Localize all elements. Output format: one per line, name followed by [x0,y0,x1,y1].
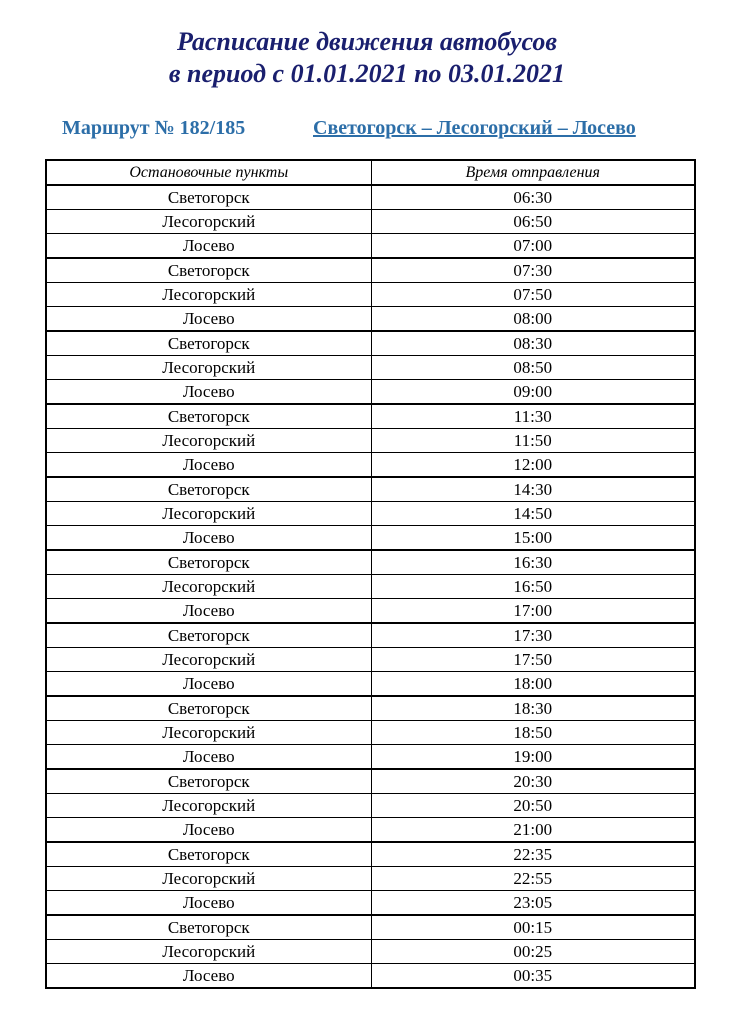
stop-name-cell: Лосево [46,453,371,478]
departure-time-cell: 14:50 [371,502,695,526]
stop-name-cell: Лесогорский [46,502,371,526]
stop-name-cell: Лосево [46,234,371,259]
stop-name-cell: Лесогорский [46,283,371,307]
route-number-label: Маршрут № 182/185 [62,117,246,139]
table-row [46,477,695,502]
departure-time-cell: 18:50 [371,721,695,745]
table-row [46,185,695,210]
table-row [46,842,695,867]
departure-time-cell: 14:30 [371,477,695,502]
departure-time-cell: 19:00 [371,745,695,770]
table-row [46,526,695,551]
table-row [46,404,695,429]
route-name-link[interactable]: Светогорск – Лесогорский – Лосево [313,117,636,139]
stop-name-cell: Светогорск [46,550,371,575]
page-title: Расписание движения автобусов [176,27,558,56]
departure-time-cell: 00:15 [371,915,695,940]
column-header-departure: Время отправления [371,160,695,185]
stop-name-cell: Светогорск [46,477,371,502]
table-row [46,891,695,916]
stop-name-cell: Лесогорский [46,648,371,672]
departure-time-cell: 22:55 [371,867,695,891]
departure-time-cell: 17:30 [371,623,695,648]
departure-time-cell: 12:00 [371,453,695,478]
departure-time-cell: 08:30 [371,331,695,356]
stop-name-cell: Светогорск [46,331,371,356]
departure-time-cell: 16:50 [371,575,695,599]
departure-time-cell: 08:50 [371,356,695,380]
departure-time-cell: 07:00 [371,234,695,259]
departure-time-cell: 07:30 [371,258,695,283]
table-row [46,502,695,526]
stop-name-cell: Светогорск [46,769,371,794]
table-row [46,818,695,843]
stop-name-cell: Лосево [46,672,371,697]
departure-time-cell: 11:30 [371,404,695,429]
table-row [46,550,695,575]
stop-name-cell: Лесогорский [46,429,371,453]
table-row [46,380,695,405]
departure-time-cell: 18:00 [371,672,695,697]
stop-name-cell: Лосево [46,380,371,405]
table-row [46,623,695,648]
stop-name-cell: Лосево [46,745,371,770]
stop-name-cell: Лосево [46,599,371,624]
table-row [46,331,695,356]
stop-name-cell: Лосево [46,964,371,989]
schedule-body [46,185,695,988]
departure-time-cell: 22:35 [371,842,695,867]
table-row [46,915,695,940]
stop-name-cell: Лесогорский [46,721,371,745]
departure-time-cell: 18:30 [371,696,695,721]
table-row [46,648,695,672]
stop-name-cell: Светогорск [46,623,371,648]
stop-name-cell: Светогорск [46,696,371,721]
stop-name-cell: Светогорск [46,258,371,283]
departure-time-cell: 21:00 [371,818,695,843]
table-row [46,867,695,891]
stop-name-cell: Лосево [46,307,371,332]
departure-time-cell: 17:00 [371,599,695,624]
stop-name-cell: Лосево [46,526,371,551]
table-row [46,307,695,332]
stop-name-cell: Светогорск [46,842,371,867]
table-row [46,453,695,478]
stop-name-cell: Светогорск [46,915,371,940]
stop-name-cell: Лесогорский [46,210,371,234]
table-row [46,234,695,259]
table-row [46,721,695,745]
table-row [46,940,695,964]
stop-name-cell: Лосево [46,891,371,916]
departure-time-cell: 15:00 [371,526,695,551]
departure-time-cell: 09:00 [371,380,695,405]
table-row [46,794,695,818]
schedule-table [45,159,696,989]
table-row [46,964,695,989]
stop-name-cell: Лесогорский [46,867,371,891]
stop-name-cell: Лесогорский [46,575,371,599]
departure-time-cell: 23:05 [371,891,695,916]
departure-time-cell: 20:50 [371,794,695,818]
table-row [46,769,695,794]
stop-name-cell: Лосево [46,818,371,843]
stop-name-cell: Лесогорский [46,940,371,964]
stop-name-cell: Светогорск [46,404,371,429]
departure-time-cell: 17:50 [371,648,695,672]
table-row [46,745,695,770]
table-header-row [46,160,695,185]
table-row [46,210,695,234]
table-row [46,696,695,721]
table-row [46,672,695,697]
table-row [46,356,695,380]
departure-time-cell: 00:35 [371,964,695,989]
departure-time-cell: 20:30 [371,769,695,794]
stop-name-cell: Лесогорский [46,794,371,818]
table-row [46,283,695,307]
stop-name-cell: Светогорск [46,185,371,210]
departure-time-cell: 00:25 [371,940,695,964]
departure-time-cell: 06:30 [371,185,695,210]
column-header-stops: Остановочные пункты [46,160,371,185]
departure-time-cell: 16:30 [371,550,695,575]
departure-time-cell: 11:50 [371,429,695,453]
page-subtitle-period: в период с 01.01.2021 по 03.01.2021 [168,59,566,88]
table-row [46,575,695,599]
table-row [46,429,695,453]
departure-time-cell: 08:00 [371,307,695,332]
departure-time-cell: 06:50 [371,210,695,234]
table-row [46,258,695,283]
table-row [46,599,695,624]
departure-time-cell: 07:50 [371,283,695,307]
stop-name-cell: Лесогорский [46,356,371,380]
